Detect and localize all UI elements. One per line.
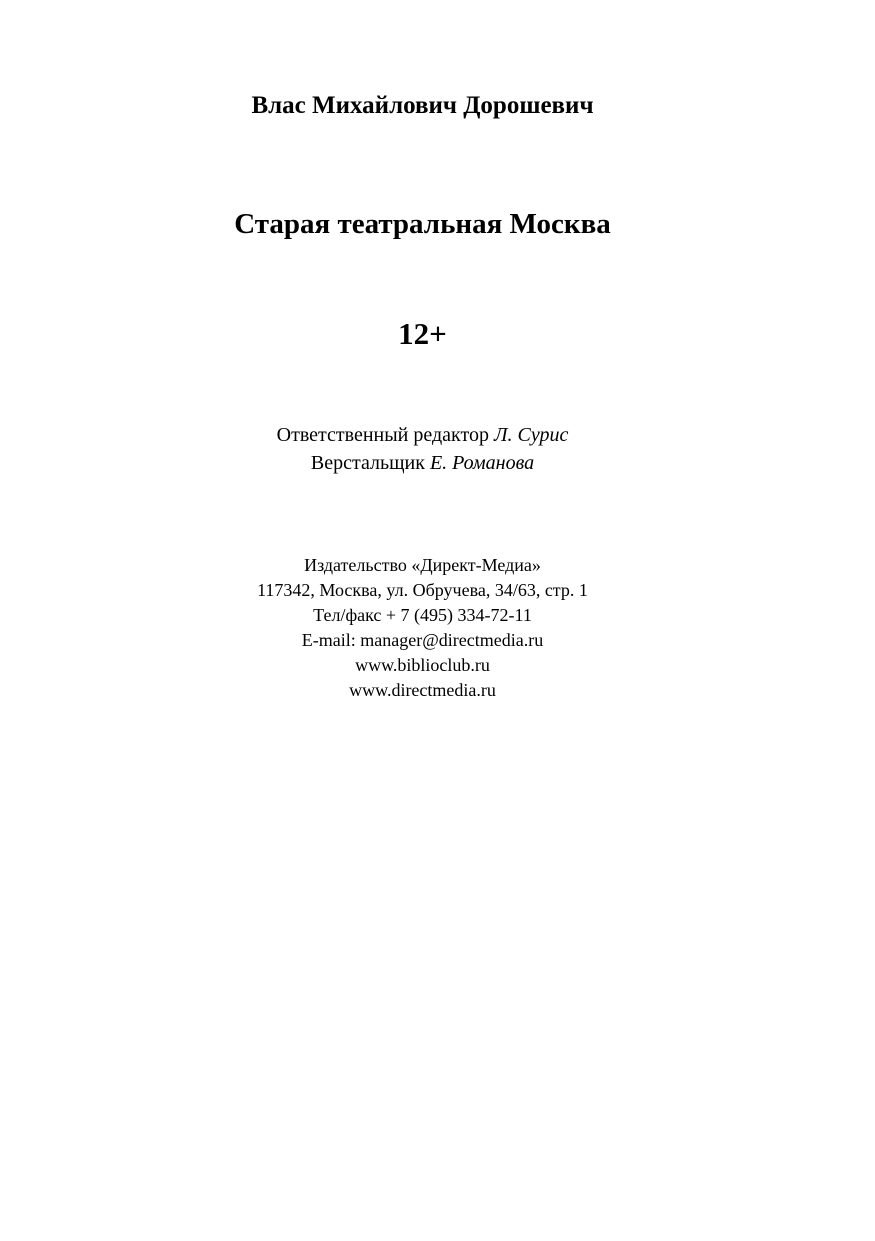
credit-editor	[0, 424, 845, 447]
book-author: Влас Михайлович Дорошевич	[251, 92, 594, 119]
age-rating: 12+	[398, 316, 447, 351]
credit-editor-role: Ответственный редактор	[276, 424, 489, 446]
publisher-address: 117342, Москва, ул. Обручева, 34/63, стр. 1	[257, 580, 588, 600]
publisher-phone: Тел/факс + 7 (495) 334-72-11	[313, 605, 532, 625]
book-title: Старая театральная Москва	[234, 208, 611, 240]
credit-editor-name: Л. Сурис	[493, 424, 569, 446]
publisher-email: E-mail: manager@directmedia.ru	[301, 630, 544, 650]
publisher-site-biblioclub: www.biblioclub.ru	[355, 655, 490, 675]
credit-layout-name: Е. Романова	[429, 452, 535, 474]
publisher-site-directmedia: www.directmedia.ru	[349, 680, 496, 700]
credit-layout-role: Верстальщик	[310, 452, 425, 474]
credit-layout	[0, 452, 845, 475]
publisher-name: Издательство «Директ-Медиа»	[304, 555, 541, 575]
